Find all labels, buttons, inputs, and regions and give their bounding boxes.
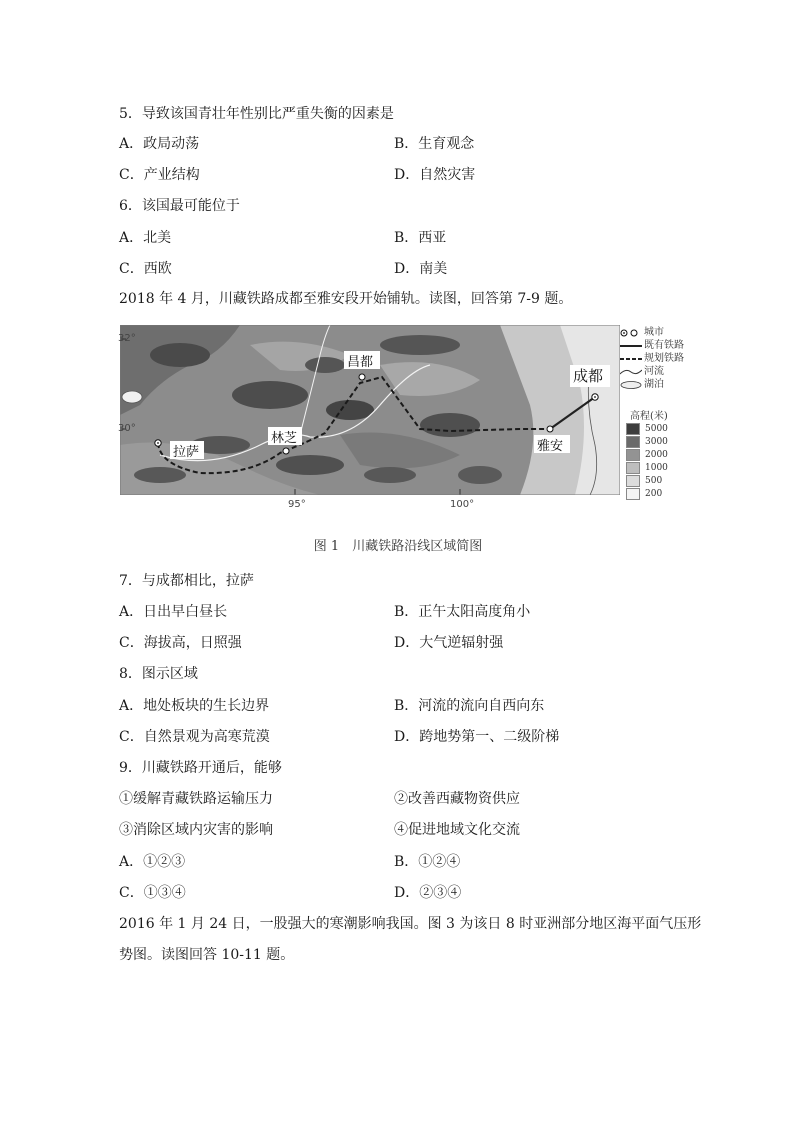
legend-lake (620, 379, 664, 391)
planned-rail-icon (620, 355, 642, 363)
legend-elevation-title: 高程(米) (630, 411, 668, 422)
q6-stem: 6．该国最可能位于 (119, 198, 240, 214)
q9-statement-4: ④促进地域文化交流 (394, 822, 520, 838)
elevation-swatch (626, 436, 640, 448)
legend-planned-rail-label: 规划铁路 (644, 353, 684, 364)
city-label-lhasa: 拉萨 (173, 445, 200, 460)
q9-option-d: D．②③④ (394, 885, 462, 901)
city-label-nyingchi: 林芝 (271, 431, 298, 446)
elevation-value: 5000 (645, 424, 668, 434)
legend-lake-label: 湖泊 (644, 379, 664, 390)
legend-river-label: 河流 (644, 366, 664, 377)
q7-stem: 7．与成都相比，拉萨 (119, 573, 254, 589)
q7-option-b: B．正午太阳高度角小 (394, 604, 531, 620)
legend-existing-rail-label: 既有铁路 (644, 340, 684, 351)
map-legend (620, 325, 684, 521)
q9-option-a: A．①②③ (119, 854, 186, 870)
lake-icon (620, 381, 642, 389)
elevation-value: 1000 (645, 463, 668, 473)
q5-option-d: D．自然灾害 (394, 167, 476, 183)
railway-map-figure (118, 325, 684, 561)
q9-statement-2: ②改善西藏物资供应 (394, 791, 520, 807)
q9-statement-1: ①缓解青藏铁路运输压力 (119, 791, 273, 807)
elevation-swatch (626, 423, 640, 435)
elevation-swatch (626, 475, 640, 487)
city-symbol-icon (620, 329, 642, 337)
q9-stem: 9．川藏铁路开通后，能够 (119, 760, 282, 776)
q8-stem: 8．图示区域 (119, 666, 198, 682)
q8-option-a: A．地处板块的生长边界 (119, 698, 270, 714)
qamdo-marker (359, 374, 365, 380)
yaan-marker (547, 426, 553, 432)
lat-32-label: 32° (118, 333, 136, 344)
q7-option-a: A．日出早白昼长 (119, 604, 228, 620)
figure-caption: 图 1 川藏铁路沿线区域简图 (313, 539, 483, 554)
lon-100-label: 100° (450, 499, 475, 510)
elevation-swatch (626, 449, 640, 461)
city-label-yaan: 雅安 (537, 439, 564, 454)
q8-option-d: D．跨地势第一、二级阶梯 (394, 729, 560, 745)
elevation-swatch (626, 488, 640, 500)
elevation-value: 2000 (645, 450, 668, 460)
legend-city (620, 327, 664, 339)
nyingchi-marker (283, 448, 289, 454)
q7-option-d: D．大气逆辐射强 (394, 635, 504, 651)
existing-rail-icon (620, 342, 642, 350)
q9-option-b: B．①②④ (394, 854, 461, 870)
lat-30-label: 30° (118, 423, 136, 434)
legend-planned-rail (620, 353, 684, 365)
elevation-value: 3000 (645, 437, 668, 447)
intro-7-9: 2018 年 4 月，川藏铁路成都至雅安段开始铺轨。读图，回答第 7-9 题。 (119, 291, 573, 307)
lon-95-label: 95° (288, 499, 306, 510)
lake-shape (122, 391, 142, 403)
legend-city-label: 城市 (644, 327, 664, 338)
q6-option-a: A．北美 (119, 230, 172, 246)
intro-10-11-line2: 势图。读图回答 10-11 题。 (119, 947, 295, 963)
q5-option-a: A．政局动荡 (119, 136, 200, 152)
city-label-chengdu: 成都 (573, 367, 604, 385)
q5-stem: 5．导致该国青壮年性别比严重失衡的因素是 (119, 106, 394, 122)
q6-option-b: B．西亚 (394, 230, 447, 246)
city-label-qamdo: 昌都 (347, 355, 374, 370)
elevation-swatch (626, 462, 640, 474)
q8-option-c: C．自然景观为高寒荒漠 (119, 729, 270, 745)
q5-option-c: C．产业结构 (119, 167, 200, 183)
q6-option-c: C．西欧 (119, 261, 172, 277)
q6-option-d: D．南美 (394, 261, 448, 277)
elevation-value: 200 (645, 489, 663, 499)
river-icon (620, 368, 642, 376)
legend-river (620, 366, 664, 378)
q9-option-c: C．①③④ (119, 885, 186, 901)
q5-option-b: B．生育观念 (394, 136, 475, 152)
q7-option-c: C．海拔高，日照强 (119, 635, 242, 651)
elevation-value: 500 (645, 476, 663, 486)
q8-option-b: B．河流的流向自西向东 (394, 698, 545, 714)
intro-10-11-line1: 2016 年 1 月 24 日，一股强大的寒潮影响我国。图 3 为该日 8 时亚洲部分地区海平面气压形 (119, 916, 702, 932)
legend-existing-rail (620, 340, 684, 352)
q9-statement-3: ③消除区域内灾害的影响 (119, 822, 273, 838)
